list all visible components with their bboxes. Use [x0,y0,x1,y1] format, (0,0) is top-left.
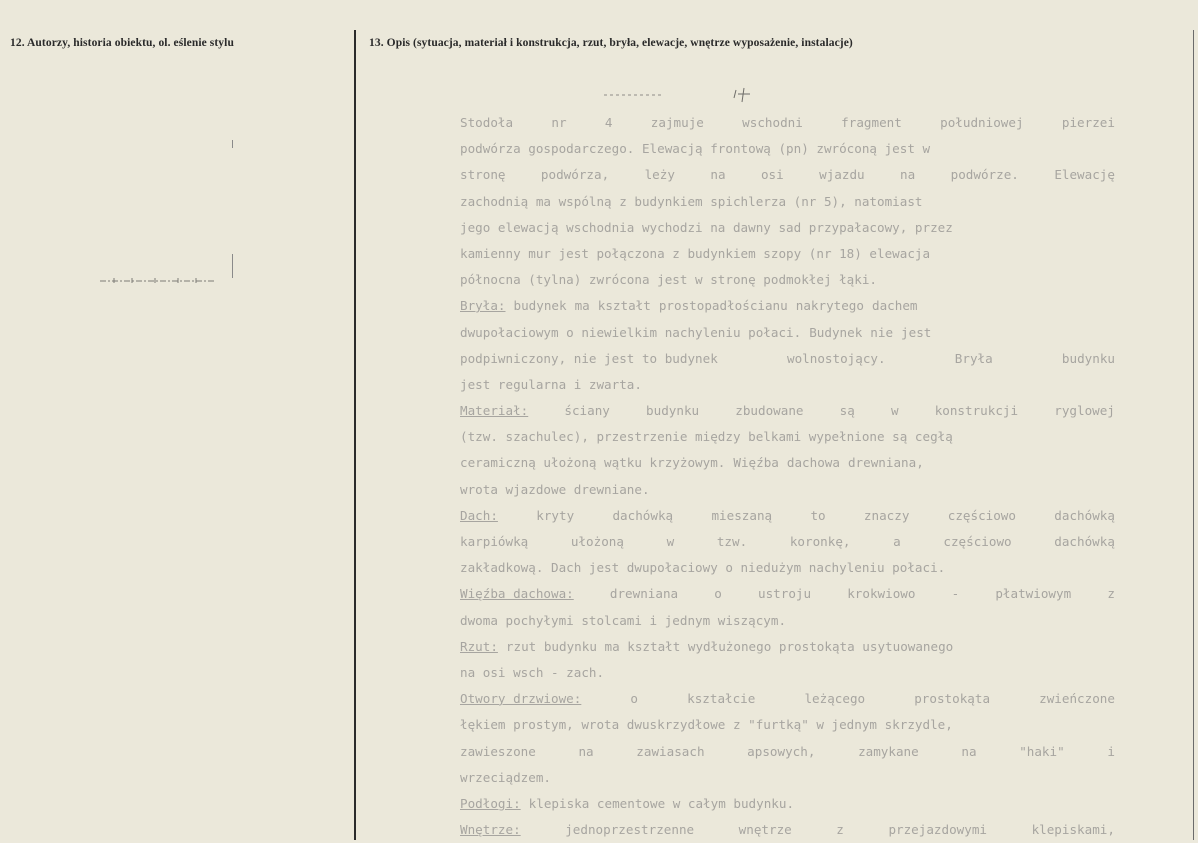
text-segment: podwórze. [950,167,1019,183]
text-segment: wrzeciądzem. [460,769,551,785]
text-segment: Budynek [809,324,863,340]
text-segment: dachówką [1054,534,1115,549]
text-segment: Dach: [460,507,498,523]
text-line [460,267,1115,293]
text-segment: Rzut: [460,638,498,654]
text-segment: prostopadłościanu [658,298,788,314]
text-segment: zawieszone [460,743,536,759]
description-text [460,110,1115,843]
text-segment: na [710,167,726,183]
text-line [460,215,1115,241]
text-segment: płatwiowym [995,586,1072,602]
margin-mark [232,254,233,278]
text-segment: ma [574,298,590,314]
text-segment: budynku [646,403,700,419]
text-line [460,189,1115,215]
text-segment: kształcie [687,691,756,707]
text-segment: osi [760,167,784,183]
text-segment: zawiasach [636,743,705,759]
text-segment: znaczy [863,507,910,523]
text-segment: ułożoną [570,534,624,549]
text-line [460,110,1115,136]
text-segment: jednoprzestrzenne [565,822,695,838]
text-segment: koronkę, [789,534,851,549]
text-segment: budynek [513,298,567,314]
text-line [460,817,1115,843]
text-segment: Więźba dachowa: [460,586,574,602]
pencil-mark [728,84,758,106]
text-segment: ceramiczną ułożoną wątku krzyżowym. [460,455,726,471]
text-line [460,660,1115,686]
text-segment: 4 [604,115,613,130]
text-segment: Otwory drzwiowe: [460,691,582,707]
text-segment: wolnostojący. [787,350,886,366]
text-segment: krokwiowo [847,586,916,602]
text-segment: i [1107,743,1115,759]
text-line [460,293,1115,319]
text-line [460,372,1115,398]
text-segment: kształt [597,298,651,314]
text-segment: wnętrze [738,822,792,838]
text-segment: dwupołaciowym o niewielkim nachyleniu połaci. [460,324,802,340]
text-segment: to [810,507,826,523]
text-segment: Stodoła [460,115,514,130]
text-segment: na [961,743,977,759]
text-segment: ustroju [758,586,812,602]
text-line [460,320,1115,346]
text-segment: Materiał: [460,403,529,419]
text-segment: z [836,822,844,838]
text-line [460,634,1115,660]
text-segment: wjazdu [819,167,865,183]
text-segment: tzw. [716,534,748,549]
text-segment: - [951,586,960,602]
text-segment: apsowych, [747,743,816,759]
text-segment: fragment [841,115,902,130]
text-segment: podwórza, [540,167,610,183]
text-line [460,424,1115,450]
text-segment: podpiwniczony, nie jest to budynek [460,350,718,366]
text-segment: rzut budynku ma kształt wydłużonego prostokąta usytuowanego [505,638,954,654]
text-segment: na [578,743,594,759]
text-segment: nakrytego [795,298,864,314]
text-segment: łękiem prostym, wrota dwuskrzydłowe z "furtką" w jednym skrzydle, [460,717,953,733]
text-segment: karpiówką [460,534,529,549]
text-segment: klepiskami, [1031,822,1115,838]
text-segment: nr [551,115,567,130]
text-segment: w [890,403,899,419]
text-segment: Bryła [954,350,993,366]
right-border [1193,30,1194,840]
text-segment: zbudowane [735,403,804,419]
text-segment: wschodni [742,115,803,130]
text-segment: nie [870,324,894,340]
text-line [460,608,1115,634]
text-segment: południowej [940,115,1024,130]
text-segment: dachem [871,298,918,314]
text-segment: zakładkową. Dach jest dwupołaciowy o niedużym nachyleniu połaci. [460,560,946,576]
text-segment: jest [901,324,932,340]
text-line [460,477,1115,503]
text-segment: częściowo [947,507,1016,523]
text-segment: klepiska cementowe w całym budynku. [528,795,795,811]
section-12-header: 12. Autorzy, historia obiektu, ol. eślenie stylu [10,37,234,49]
dashed-fill-line [100,276,215,284]
text-segment: Bryła: [460,298,506,314]
text-segment: dachówką [1054,507,1115,523]
text-segment: drewniana, [847,455,924,471]
text-segment: jego elewacją wschodnia wychodzi na dawny sad przypałacowy, przez [460,219,953,235]
text-line [460,555,1115,581]
pencil-dash [604,92,664,98]
text-segment: budynku [1061,350,1115,366]
text-segment: ściany [564,403,610,419]
text-segment: z [1107,586,1115,602]
text-line [460,398,1115,424]
text-line [460,241,1115,267]
text-segment: Więźba [733,455,779,471]
section-13-header: 13. Opis (sytuacja, materiał i konstrukcja, rzut, bryła, elewacje, wnętrze wyposażenie, instalacje) [369,37,853,49]
text-segment: zwieńczone [1039,691,1115,707]
text-segment: Podłogi: [460,795,521,811]
text-segment: prostokąta [914,691,991,707]
text-segment: "haki" [1019,743,1065,759]
text-segment: o [630,691,639,707]
text-segment: na [900,167,916,183]
text-line [460,581,1115,607]
text-segment: zachodnią ma wspólną z budynkiem spichlerza (nr 5), natomiast [460,193,923,209]
text-segment: konstrukcji [934,403,1019,419]
text-line [460,136,1115,162]
text-segment: są [839,403,855,419]
text-segment: kamienny mur jest połączona z budynkiem szopy (nr 18) elewacja [460,245,931,261]
text-line [460,791,1115,817]
text-line [460,765,1115,791]
text-line [460,712,1115,738]
text-line [460,450,1115,476]
text-segment: w [666,534,675,549]
text-segment: na osi wsch - zach. [460,664,605,680]
text-segment: o [714,586,722,602]
text-segment: pierzei [1061,115,1115,130]
text-segment: drewniana [609,586,679,602]
text-segment: dwoma pochyłymi stolcami i jednym wiszącym. [460,612,787,628]
text-segment: jest regularna i zwarta. [460,376,642,392]
text-line [460,739,1115,765]
text-line [460,503,1115,529]
text-segment: dachowa [786,455,840,471]
text-line [460,529,1115,555]
text-segment: zajmuje [650,115,704,130]
text-segment: mieszaną [711,507,773,523]
column-divider [354,30,356,840]
text-segment: częściowo [943,534,1012,549]
text-line [460,162,1115,188]
margin-mark [232,140,233,148]
text-segment: podwórza gospodarczego. Elewacją frontową (pn) zwróconą jest w [460,141,931,157]
text-segment: a [893,534,901,549]
text-segment: przejazdowymi [888,822,988,838]
text-segment: leży [644,167,675,183]
text-line [460,346,1115,372]
text-segment: ryglowej [1054,403,1115,419]
text-segment: Wnętrze: [460,822,521,838]
text-line [460,686,1115,712]
text-segment: stronę [460,167,506,183]
text-segment: wrota wjazdowe drewniane. [460,481,650,497]
text-segment: zamykane [858,743,919,759]
text-segment: (tzw. szachulec), przestrzenie między belkami wypełnione są cegłą [460,429,953,445]
text-segment: Elewację [1054,167,1115,183]
text-segment: leżącego [804,691,866,707]
text-segment: dachówką [612,507,674,523]
text-segment: północna (tylna) zwrócona jest w stronę podmokłej łąki. [460,272,878,288]
text-segment: kryty [536,507,575,523]
